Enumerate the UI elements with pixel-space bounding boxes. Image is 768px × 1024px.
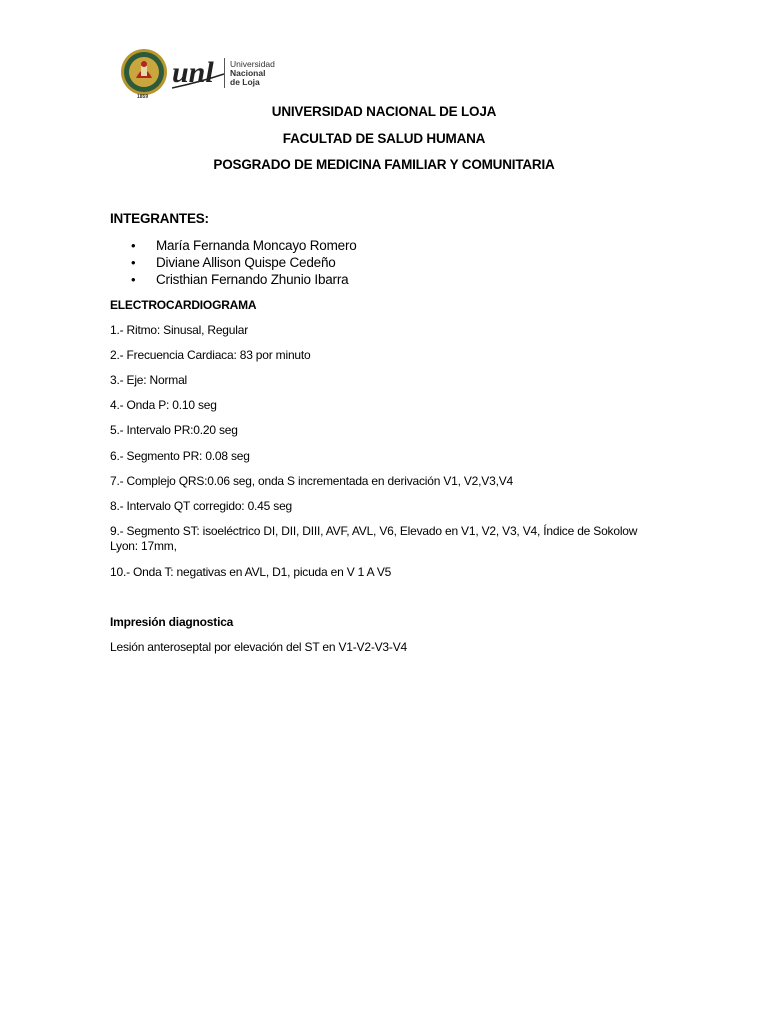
list-item — [110, 271, 357, 288]
list-item — [110, 237, 357, 254]
university-seal-icon — [120, 48, 168, 96]
diagnosis-text: Lesión anteroseptal por elevación del ST en V1-V2-V3-V4 — [110, 640, 407, 654]
ekg-item-axis: 3.- Eje: Normal — [110, 373, 188, 387]
unl-mark-icon — [172, 52, 228, 92]
logo-divider — [224, 58, 225, 88]
members-list — [110, 237, 357, 288]
diagnosis-heading: Impresión diagnostica — [110, 615, 234, 629]
university-title: UNIVERSIDAD NACIONAL DE LOJA — [271, 104, 497, 119]
bullet-icon: • — [131, 255, 136, 270]
ekg-heading: ELECTROCARDIOGRAMA — [110, 298, 257, 312]
seal-year: 1859 — [137, 94, 149, 100]
ekg-item-pr-interval: 5.- Intervalo PR:0.20 seg — [110, 423, 238, 437]
ekg-item-pr-segment: 6.- Segmento PR: 0.08 seg — [110, 449, 250, 463]
svg-text:unl: unl — [172, 56, 214, 89]
wordmark-line-3: de Loja — [230, 77, 260, 87]
ekg-item-t-wave: 10.- Onda T: negativas en AVL, D1, picuda en V 1 A V5 — [110, 565, 392, 579]
ekg-item-heart-rate: 2.- Frecuencia Cardiaca: 83 por minuto — [110, 348, 311, 362]
faculty-title: FACULTAD DE SALUD HUMANA — [282, 131, 486, 146]
ekg-item-p-wave: 4.- Onda P: 0.10 seg — [110, 398, 217, 412]
members-heading: INTEGRANTES: — [110, 211, 209, 226]
list-item — [110, 254, 357, 271]
logo-wordmark — [230, 60, 275, 87]
ekg-item-qt-interval: 8.- Intervalo QT corregido: 0.45 seg — [110, 499, 293, 513]
member-name: Diviane Allison Quispe Cedeño — [156, 255, 336, 270]
bullet-icon: • — [131, 238, 136, 253]
ekg-item-rhythm: 1.- Ritmo: Sinusal, Regular — [110, 323, 248, 337]
program-title: POSGRADO DE MEDICINA FAMILIAR Y COMUNITARIA — [213, 157, 555, 172]
ekg-item-qrs-complex: 7.- Complejo QRS:0.06 seg, onda S incrementada en derivación V1, V2,V3,V4 — [110, 474, 513, 488]
member-name: María Fernanda Moncayo Romero — [156, 238, 357, 253]
ekg-item-st-segment: 9.- Segmento ST: isoeléctrico DI, DII, DIII, AVF, AVL, V6, Elevado en V1, V2, V3, V4, Índice de Sokolow Lyon: 17mm, — [110, 524, 638, 553]
wordmark-line-2: Nacional — [230, 68, 266, 78]
bullet-icon: • — [131, 272, 136, 287]
member-name: Cristhian Fernando Zhunio Ibarra — [156, 272, 349, 287]
wordmark-line-1: Universidad — [230, 59, 275, 69]
